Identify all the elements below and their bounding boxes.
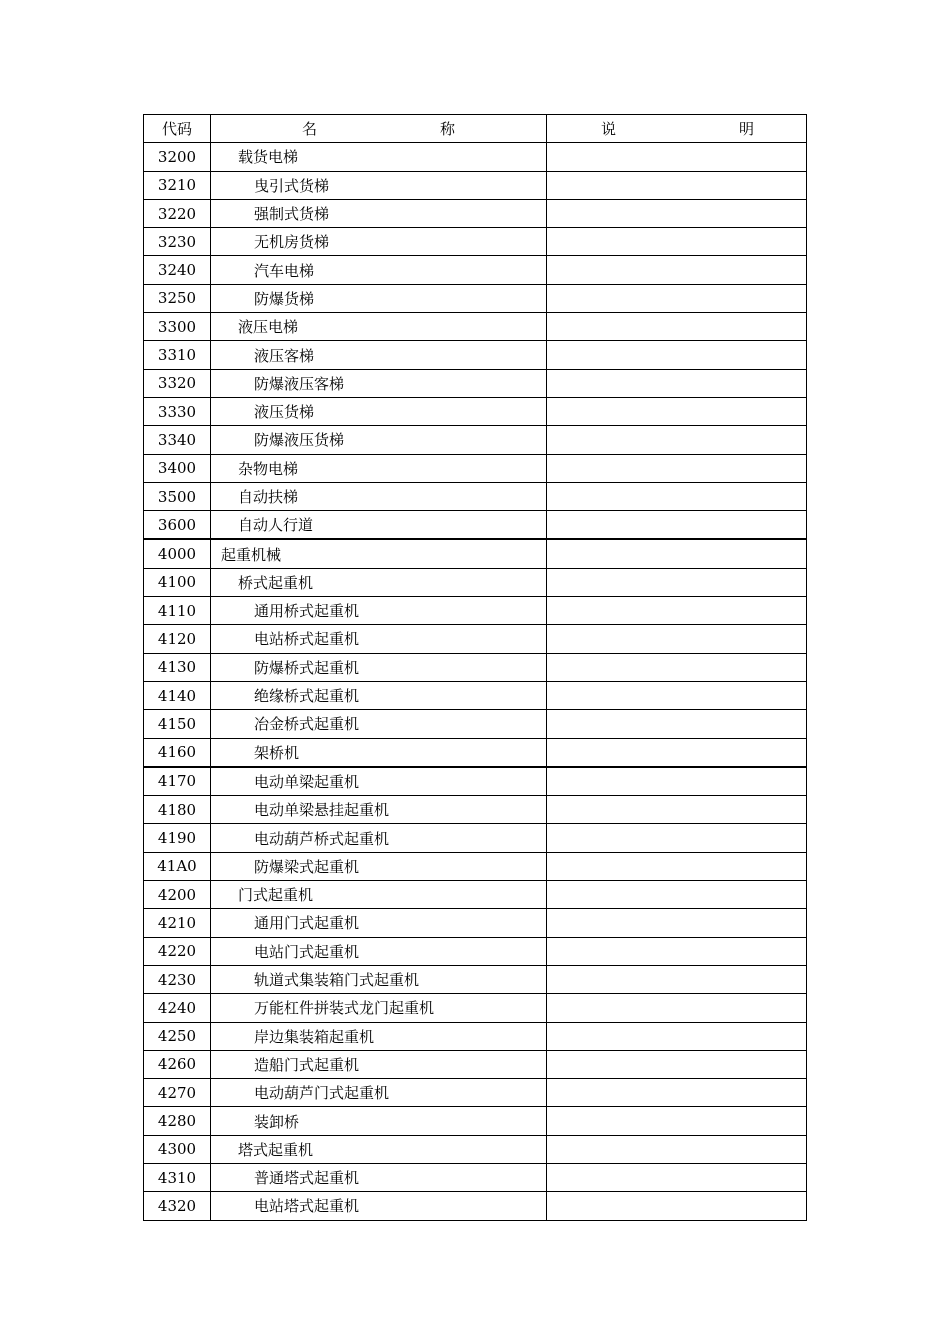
row-name: 电动葫芦门式起重机: [211, 1079, 547, 1107]
row-name: 电站门式起重机: [211, 937, 547, 965]
row-name: 自动扶梯: [211, 482, 547, 510]
table-row: [144, 539, 807, 568]
row-desc: [547, 653, 807, 681]
row-desc: [547, 937, 807, 965]
row-code: 41A0: [144, 852, 211, 880]
table-row: [144, 881, 807, 909]
row-desc: [547, 256, 807, 284]
row-name: 桥式起重机: [211, 568, 547, 596]
row-code: 4230: [144, 965, 211, 993]
table-row: [144, 256, 807, 284]
row-code: 4200: [144, 881, 211, 909]
table-row: [144, 1050, 807, 1078]
row-code: 4160: [144, 738, 211, 767]
table-row: [144, 313, 807, 341]
row-code: 3210: [144, 171, 211, 199]
header-name: 名 称: [211, 115, 547, 143]
row-desc: [547, 539, 807, 568]
row-code: 4150: [144, 710, 211, 738]
row-name: 杂物电梯: [211, 454, 547, 482]
row-name: 塔式起重机: [211, 1135, 547, 1163]
row-code: 4240: [144, 994, 211, 1022]
row-desc: [547, 824, 807, 852]
row-name: 防爆桥式起重机: [211, 653, 547, 681]
row-desc: [547, 597, 807, 625]
row-desc: [547, 228, 807, 256]
row-desc: [547, 681, 807, 709]
row-code: 4000: [144, 539, 211, 568]
row-desc: [547, 341, 807, 369]
row-code: 3230: [144, 228, 211, 256]
table-row: [144, 511, 807, 540]
row-desc: [547, 738, 807, 767]
row-desc: [547, 909, 807, 937]
row-name: 自动人行道: [211, 511, 547, 540]
table-row: [144, 824, 807, 852]
table-row: [144, 681, 807, 709]
header-desc: 说 明: [547, 115, 807, 143]
row-desc: [547, 767, 807, 796]
row-name: 装卸桥: [211, 1107, 547, 1135]
table-row: [144, 228, 807, 256]
row-name: 防爆梁式起重机: [211, 852, 547, 880]
table-row: [144, 653, 807, 681]
table-row: [144, 369, 807, 397]
row-code: 3310: [144, 341, 211, 369]
table-row: [144, 852, 807, 880]
row-desc: [547, 710, 807, 738]
row-code: 4220: [144, 937, 211, 965]
row-code: 4320: [144, 1192, 211, 1220]
row-name: 液压电梯: [211, 313, 547, 341]
table-row: [144, 597, 807, 625]
row-desc: [547, 1192, 807, 1220]
row-desc: [547, 1163, 807, 1191]
row-code: 4270: [144, 1079, 211, 1107]
row-desc: [547, 511, 807, 540]
row-code: 4260: [144, 1050, 211, 1078]
row-name: 载货电梯: [211, 143, 547, 171]
row-code: 4170: [144, 767, 211, 796]
row-name: 架桥机: [211, 738, 547, 767]
row-name: 液压客梯: [211, 341, 547, 369]
row-desc: [547, 994, 807, 1022]
row-code: 3340: [144, 426, 211, 454]
table-row: [144, 710, 807, 738]
table-header-row: [144, 115, 807, 143]
row-code: 4130: [144, 653, 211, 681]
row-name: 电站桥式起重机: [211, 625, 547, 653]
row-desc: [547, 199, 807, 227]
row-desc: [547, 284, 807, 312]
row-code: 3300: [144, 313, 211, 341]
row-name: 起重机械: [211, 539, 547, 568]
row-name: 通用桥式起重机: [211, 597, 547, 625]
row-name: 防爆液压货梯: [211, 426, 547, 454]
row-desc: [547, 881, 807, 909]
row-code: 4190: [144, 824, 211, 852]
table-row: [144, 994, 807, 1022]
table-row: [144, 909, 807, 937]
row-code: 3600: [144, 511, 211, 540]
row-name: 绝缘桥式起重机: [211, 681, 547, 709]
row-desc: [547, 1107, 807, 1135]
row-desc: [547, 965, 807, 993]
table-row: [144, 965, 807, 993]
table-row: [144, 1192, 807, 1220]
row-code: 4250: [144, 1022, 211, 1050]
table-row: [144, 1022, 807, 1050]
row-name: 万能杠件拼装式龙门起重机: [211, 994, 547, 1022]
row-name: 电动单梁悬挂起重机: [211, 796, 547, 824]
row-code: 3220: [144, 199, 211, 227]
table-row: [144, 625, 807, 653]
row-code: 4180: [144, 796, 211, 824]
row-code: 3240: [144, 256, 211, 284]
table-row: [144, 937, 807, 965]
row-desc: [547, 143, 807, 171]
table-row: [144, 1163, 807, 1191]
row-name: 电动葫芦桥式起重机: [211, 824, 547, 852]
row-name: 液压货梯: [211, 397, 547, 425]
row-name: 无机房货梯: [211, 228, 547, 256]
row-desc: [547, 397, 807, 425]
header-code: 代码: [144, 115, 211, 143]
row-code: 4140: [144, 681, 211, 709]
row-code: 4100: [144, 568, 211, 596]
row-desc: [547, 171, 807, 199]
table-row: [144, 397, 807, 425]
table-row: [144, 738, 807, 767]
table-row: [144, 767, 807, 796]
row-code: 4310: [144, 1163, 211, 1191]
row-desc: [547, 1135, 807, 1163]
table-row: [144, 171, 807, 199]
row-name: 汽车电梯: [211, 256, 547, 284]
table-row: [144, 199, 807, 227]
row-desc: [547, 852, 807, 880]
table-row: [144, 796, 807, 824]
table-row: [144, 1079, 807, 1107]
row-code: 3330: [144, 397, 211, 425]
row-code: 3250: [144, 284, 211, 312]
row-name: 防爆货梯: [211, 284, 547, 312]
table-row: [144, 1135, 807, 1163]
row-desc: [547, 796, 807, 824]
row-code: 4120: [144, 625, 211, 653]
row-desc: [547, 313, 807, 341]
row-desc: [547, 625, 807, 653]
table-row: [144, 426, 807, 454]
row-name: 电站塔式起重机: [211, 1192, 547, 1220]
row-desc: [547, 1079, 807, 1107]
row-desc: [547, 1050, 807, 1078]
row-name: 防爆液压客梯: [211, 369, 547, 397]
equipment-code-table: [143, 114, 807, 1221]
row-code: 3200: [144, 143, 211, 171]
row-desc: [547, 482, 807, 510]
table-row: [144, 1107, 807, 1135]
row-name: 通用门式起重机: [211, 909, 547, 937]
row-code: 3500: [144, 482, 211, 510]
table-row: [144, 568, 807, 596]
row-name: 造船门式起重机: [211, 1050, 547, 1078]
row-code: 3320: [144, 369, 211, 397]
row-name: 曳引式货梯: [211, 171, 547, 199]
row-desc: [547, 426, 807, 454]
table-row: [144, 454, 807, 482]
row-name: 强制式货梯: [211, 199, 547, 227]
table-row: [144, 284, 807, 312]
table-row: [144, 143, 807, 171]
row-name: 冶金桥式起重机: [211, 710, 547, 738]
row-code: 4110: [144, 597, 211, 625]
row-name: 普通塔式起重机: [211, 1163, 547, 1191]
row-name: 岸边集装箱起重机: [211, 1022, 547, 1050]
row-code: 3400: [144, 454, 211, 482]
row-desc: [547, 1022, 807, 1050]
row-desc: [547, 369, 807, 397]
row-code: 4280: [144, 1107, 211, 1135]
row-name: 电动单梁起重机: [211, 767, 547, 796]
table-row: [144, 482, 807, 510]
row-code: 4210: [144, 909, 211, 937]
row-desc: [547, 454, 807, 482]
table-row: [144, 341, 807, 369]
row-name: 轨道式集装箱门式起重机: [211, 965, 547, 993]
row-code: 4300: [144, 1135, 211, 1163]
row-name: 门式起重机: [211, 881, 547, 909]
row-desc: [547, 568, 807, 596]
